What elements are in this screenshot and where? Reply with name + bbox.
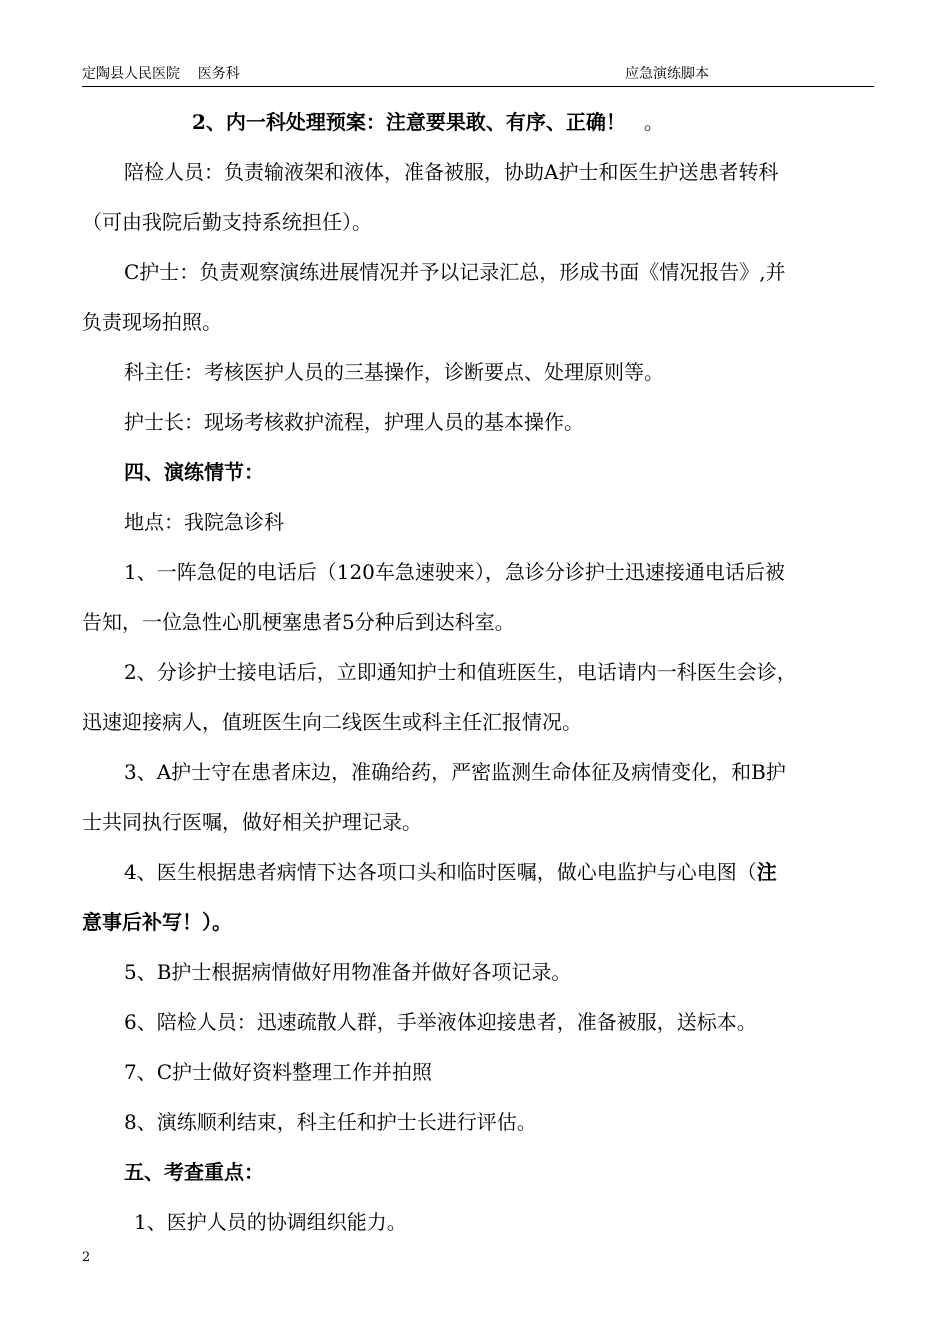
heading-drill-scenario: 四、演练情节： <box>124 460 264 484</box>
step-8: 8、演练顺利结束，科主任和护士长进行评估。 <box>124 1110 537 1134</box>
paragraph-escort-staff-line1: 陪检人员：负责输液架和液体，准备被服，协助A护士和医生护送患者转科 <box>124 160 779 184</box>
paragraph-escort-staff-line2: （可由我院后勤支持系统担任）。 <box>82 210 372 234</box>
paragraph-location: 地点：我院急诊科 <box>124 510 284 534</box>
page-number: 2 <box>82 1250 91 1265</box>
paragraph-head-nurse: 护士长：现场考核救护流程，护理人员的基本操作。 <box>124 410 584 434</box>
section-title <box>82 97 874 147</box>
document-body <box>82 97 874 1247</box>
header-document-title: 应急演练脚本 <box>625 66 709 82</box>
step-4-line2: 意事后补写！）。 <box>82 910 232 934</box>
heading-assessment-focus: 五、考查重点： <box>124 1160 264 1184</box>
step-2-line2: 迅速迎接病人，值班医生向二线医生或科主任汇报情况。 <box>82 710 582 734</box>
step-4-text: 4、医生根据患者病情下达各项口头和临时医嘱，做心电监护与心电图（ <box>124 860 757 884</box>
section-title-dot: 。 <box>643 110 664 134</box>
header-hospital-department: 定陶县人民医院 医务科 <box>82 66 240 82</box>
step-6: 6、陪检人员：迅速疏散人群，手举液体迎接患者，准备被服，送标本。 <box>124 1010 757 1034</box>
step-4-line1 <box>82 847 874 897</box>
paragraph-nurse-c-line1: C护士：负责观察演练进展情况并予以记录汇总，形成书面《情况报告》,并 <box>124 260 786 284</box>
step-1-line2: 告知，一位急性心肌梗塞患者5分种后到达科室。 <box>82 610 515 634</box>
paragraph-nurse-c-line2: 负责现场拍照。 <box>82 310 222 334</box>
step-5: 5、B护士根据病情做好用物准备并做好各项记录。 <box>124 960 572 984</box>
step-4-note-start: 注 <box>756 860 777 884</box>
step-3-line2: 士共同执行医嘱，做好相关护理记录。 <box>82 810 422 834</box>
section-title-text: 2、内一科处理预案：注意要果敢、有序、正确！ <box>192 110 626 134</box>
step-2-line1: 2、分诊护士接电话后，立即通知护士和值班医生，电话请内一科医生会诊， <box>124 660 797 684</box>
paragraph-department-director: 科主任：考核医护人员的三基操作，诊断要点、处理原则等。 <box>124 360 664 384</box>
step-3-line1: 3、A护士守在患者床边，准确给药，严密监测生命体征及病情变化，和B护 <box>124 760 786 784</box>
assessment-item-1: 1、医护人员的协调组织能力。 <box>134 1210 407 1234</box>
page-header <box>82 64 874 87</box>
step-1-line1: 1、一阵急促的电话后（120车急速驶来），急诊分诊护士迅速接通电话后被 <box>124 560 785 584</box>
step-7: 7、C护士做好资料整理工作并拍照 <box>124 1060 433 1084</box>
